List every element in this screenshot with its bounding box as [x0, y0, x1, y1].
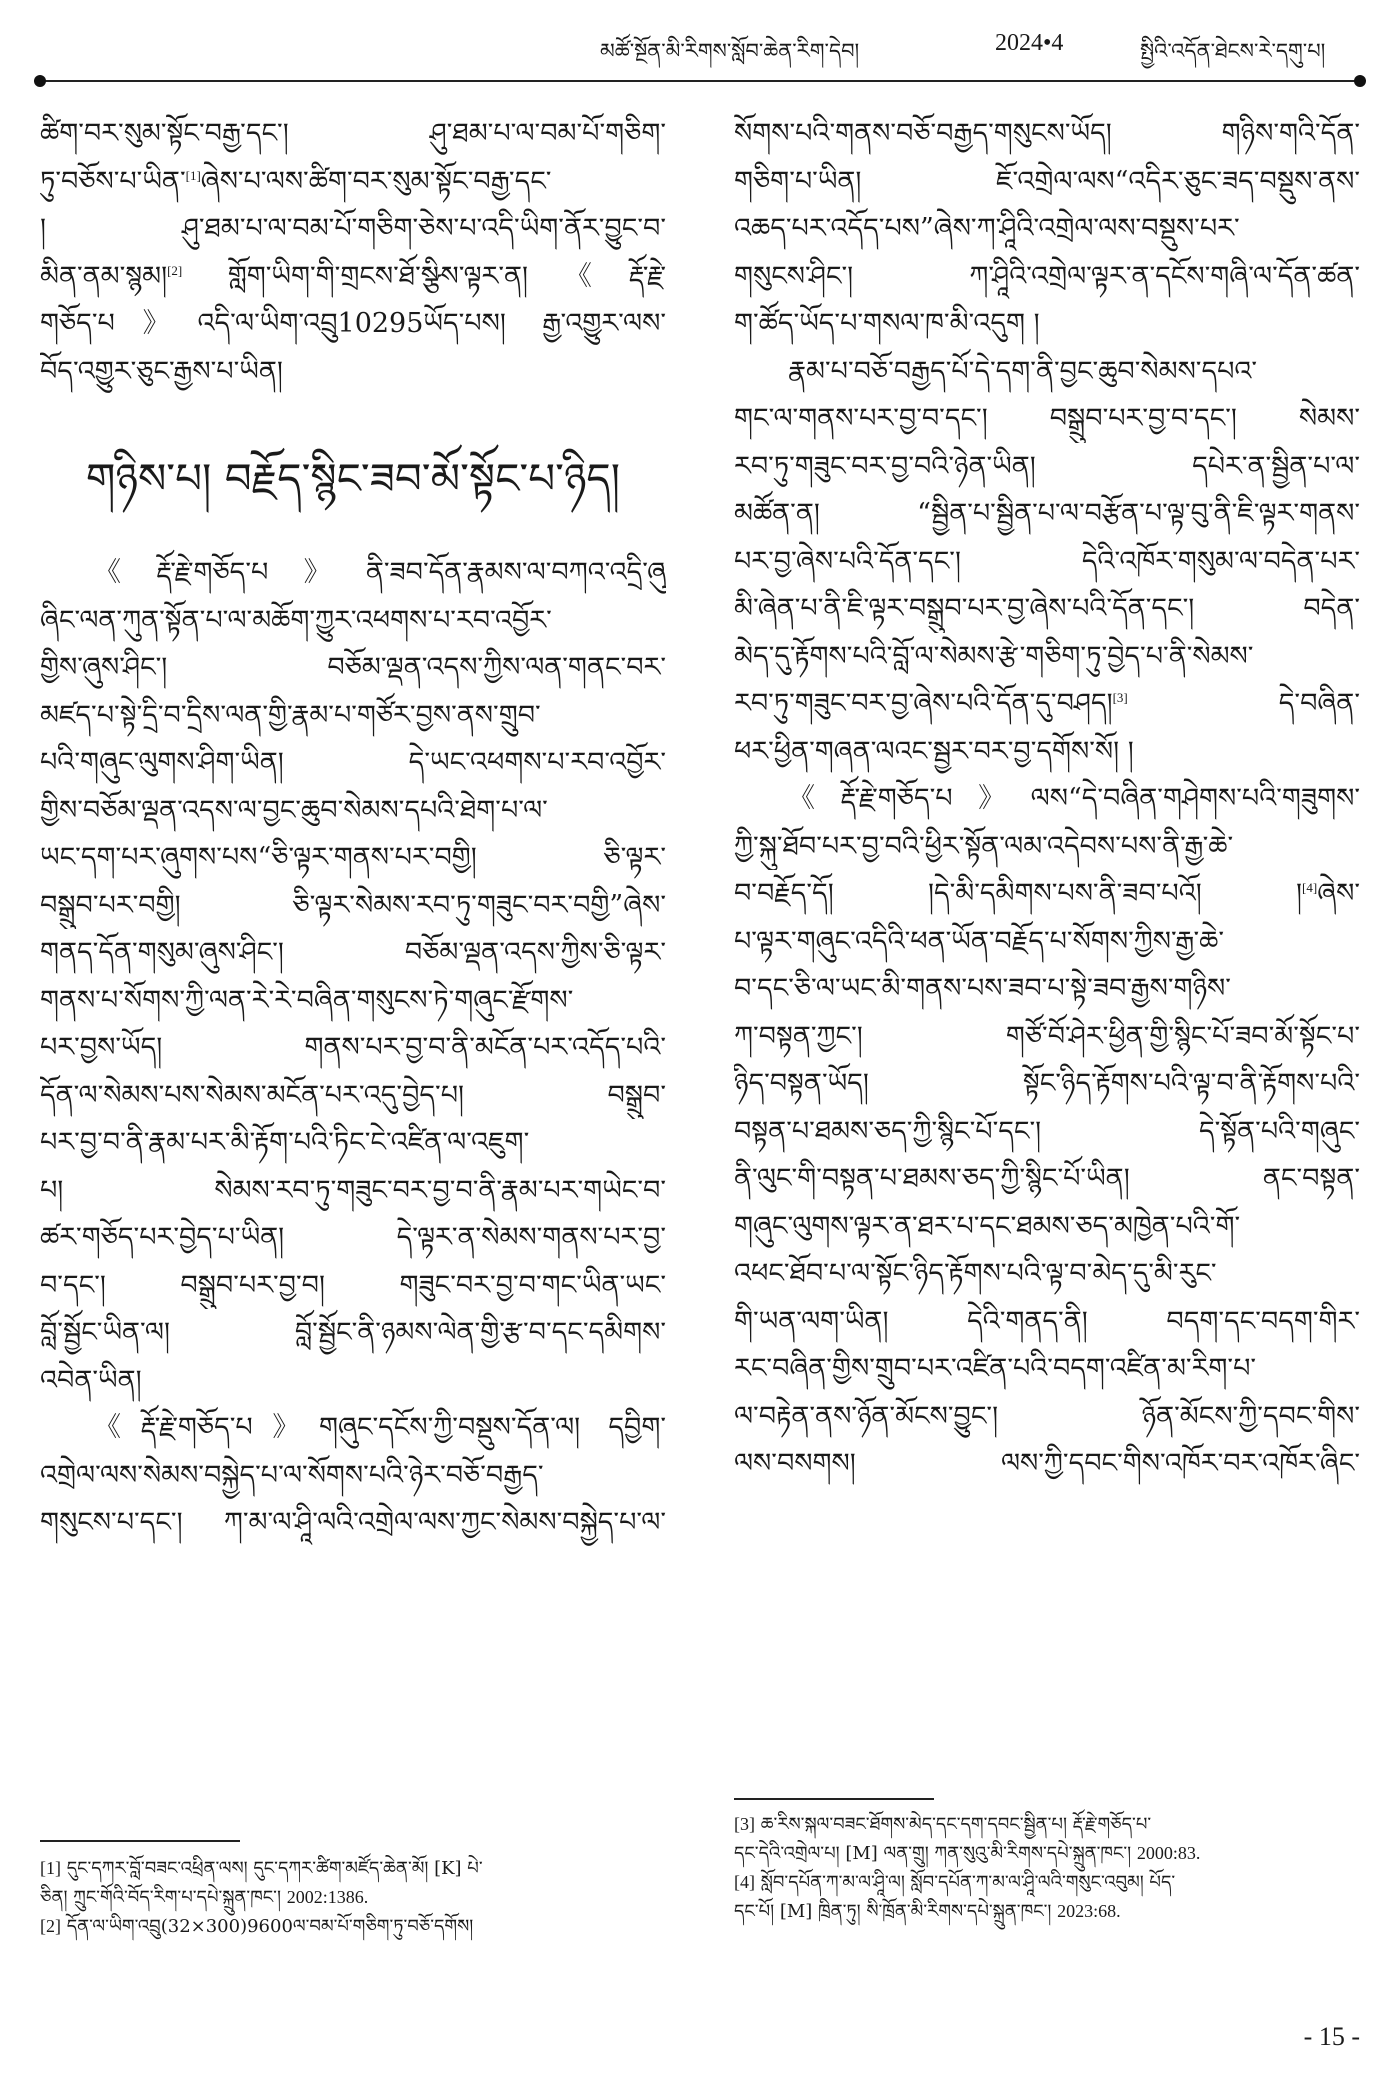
footnote-year-page: 2000:83. [1136, 1843, 1201, 1863]
footnote-number: [4] [734, 1872, 755, 1892]
paragraph [40, 549, 666, 1404]
footnote-number: [2] [40, 1916, 61, 1936]
footnote-text: དོན་ལ་ཡིག་འབྲུ(32×300)9600ལ་བམ་པོ་གཅིག་ཏུ་བཅོ་དགོས། [61, 1916, 474, 1937]
text-line: མི་ཞེན་པ་ནི་ཇི་ལྟར་བསྒྲུབ་པར་བྱ་ཞེས་པའི་དོན་དང་། བདེན་ [734, 593, 1360, 624]
serial-issue: སྤྱིའི་འདོན་ཐེངས་རེ་དགུ་པ། [1140, 39, 1326, 63]
footnote-rule [734, 1798, 934, 1800]
text-line: གཅིག་པ་ཡིན། ཇོ་འགྲེལ་ལས“འདིར་ཅུང་ཟད་བསྡུས་ནས་ [734, 165, 1360, 197]
text-line: བོད་འགྱུར་ཅུང་རྒྱས་པ་ཡིན། [40, 355, 283, 387]
text-line: ། ཤུ་ཐམ་པ་ལ་བམ་པོ་གཅིག་ཅེས་པ་འདི་ཡིག་ནོར་བྱུང་བ་ [40, 213, 666, 244]
text-line: མེད་དུ་རྟོགས་པའི་བློ་ལ་སེམས་རྩེ་གཅིག་ཏུ་བྱེད་པ་ནི་སེམས་ [734, 640, 1254, 672]
footnote-line [734, 1868, 1360, 1897]
journal-title: མཚོ་སྔོན་མི་རིགས་སློབ་ཆེན་རིག་དེབ། [600, 39, 860, 63]
running-header [40, 22, 1360, 82]
footnote-text: ཅིན། ཀྲུང་གོའི་བོད་རིག་པ་དཔེ་སྐྲུན་ཁང་། [40, 1887, 287, 1908]
text-line: གྱིས་བཅོམ་ལྡན་འདས་ལ་བྱང་ཆུབ་སེམས་དཔའི་ཐེག་པ་ལ་ [40, 794, 548, 826]
header-rule-dot-right [1354, 75, 1366, 87]
text-line: ཚིག་བར་སུམ་སྟོང་བརྒྱ་དང་། ཤུ་ཐམ་པ་ལ་བམ་པོ་གཅིག་ [40, 118, 666, 149]
text-line: བ་བརྗོད་དོ། །དེ་མི་དམིགས་པས་ནི་ཟབ་པའོ། །[4]ཞེས་ [734, 878, 1360, 909]
text-line: བློ་སྦྱོང་ཡིན་ལ། བློ་སྦྱོང་ནི་ཉམས་ལེན་གྱི་རྩ་བ་དང་དམིགས་ [40, 1317, 666, 1348]
footnote-line [734, 1897, 1360, 1926]
footnote-ref: [1] [185, 167, 201, 183]
footnote-text: དུང་དཀར་བློ་བཟང་འཕྲིན་ལས། དུང་དཀར་ཚིག་མཛོད་ཆེན་མོ། [K] པེ་ [61, 1858, 483, 1879]
footnote-line [734, 1839, 1360, 1868]
text-line: ལ་བརྟེན་ནས་ཉོན་མོངས་བྱུང་། ཉོན་མོངས་ཀྱི་དབང་གིས་ [734, 1400, 1360, 1432]
text-line: ཉིད་བསྟན་ཡོད། སྟོང་ཉིད་རྟོགས་པའི་ལྟ་བ་ནི་རྟོགས་པའི་ [734, 1068, 1360, 1099]
footnote-line [40, 1854, 660, 1883]
text-line: ག་ཚོད་ཡོད་པ་གསལ་ཁ་མི་འདུག ། [734, 308, 1040, 339]
paragraph [734, 110, 1360, 348]
text-line: པ་ལྟར་གཞུང་འདིའི་ཕན་ཡོན་བརྗོད་པ་སོགས་ཀྱིས་རྒྱ་ཆེ་ [734, 925, 1225, 957]
text-line: ཡང་དག་པར་ཞུགས་པས“ཅི་ལྟར་གནས་པར་བགྱི། ཅི་ལྟར་ [40, 842, 666, 873]
footnote-ref: [2] [167, 262, 183, 278]
text-line: ཀྱི་སྐུ་ཐོབ་པར་བྱ་བའི་ཕྱིར་སྟོན་ལམ་འདེབས་པས་ནི་རྒྱ་ཆེ་ [734, 830, 1234, 862]
footnote-rule [40, 1840, 240, 1842]
footnote-line [40, 1912, 660, 1941]
footnote-ref: [4] [1302, 880, 1318, 895]
text-line: བསྒྲུབ་པར་བགྱི། ཅི་ལྟར་སེམས་རབ་ཏུ་གཟུང་བར་བགྱི”ཞེས་ [40, 889, 666, 921]
text-line: བསྟན་པ་ཐམས་ཅད་ཀྱི་སྙིང་པོ་དང་། དེ་སྟོན་པའི་གཞུང་ [734, 1115, 1360, 1147]
footnote-year-page: 2002:1386. [286, 1887, 369, 1907]
text-line: ཀ་བསྟན་ཀྱང་། གཙོ་བོ་ཤེར་ཕྱིན་གྱི་སྙིང་པོ་ཟབ་མོ་སྟོང་པ་ [734, 1020, 1360, 1052]
text-line: པར་བྱས་ཡོད། གནས་པར་བྱ་བ་ནི་མངོན་པར་འདོད་པའི་ [40, 1032, 666, 1063]
left-column [40, 110, 666, 1547]
text-line: ཏུ་བཅོས་པ་ཡིན་[1]ཞེས་པ་ལས་ཚིག་བར་སུམ་སྟོང་བརྒྱ་དང་ [40, 165, 552, 197]
footnote-line [40, 1883, 660, 1912]
text-line: ནི་ལུང་གི་བསྟན་པ་ཐམས་ཅད་ཀྱི་སྙིང་པོ་ཡིན། ནང་བསྟན་ [734, 1163, 1360, 1194]
text-line: གི་ཡན་ལག་ཡིན། དེའི་གནད་ནི། བདག་དང་བདག་གིར་ [734, 1305, 1360, 1337]
text-line: རྣམ་པ་བཅོ་བརྒྱད་པོ་དེ་དག་ནི་བྱང་ཆུབ་སེམས་དཔའ་ [788, 355, 1258, 387]
text-line: པར་བྱ་བ་ནི་རྣམ་པར་མི་རྟོག་པའི་ཏིང་ངེ་འཛིན་ལ་འཇུག་ [40, 1127, 530, 1158]
text-line: བ་དང་ཅི་ལ་ཡང་མི་གནས་པས་ཟབ་པ་སྟེ་ཟབ་རྒྱས་གཉིས་ [734, 973, 1231, 1004]
header-rule-dot-left [34, 75, 46, 87]
text-line: ཚར་གཅོད་པར་བྱེད་པ་ཡིན། དེ་ལྟར་ན་སེམས་གནས་པར་བྱ་ [40, 1222, 666, 1253]
text-line: འཆད་པར་འདོད་པས”ཞེས་ཀ་ཤཱིའི་འགྲེལ་ལས་བསྡུས་པར་ [734, 213, 1240, 244]
text-line: འཕང་ཐོབ་པ་ལ་སྟོང་ཉིད་རྟོགས་པའི་ལྟ་བ་མེད་དུ་མི་རུང་ [734, 1258, 1217, 1289]
text-line: མིན་ནམ་སྙམ།[2] གློག་ཡིག་གི་གྲངས་ཐོ་སྩིས་ལྟར་ན།《རྡོ་རྗེ་ [40, 260, 666, 292]
footnote-number: [3] [734, 1814, 755, 1834]
text-line: གསུངས་པ་དང་། ཀ་མ་ལ་ཤཱི་ལའི་འགྲེལ་ལས་ཀྱང་སེམས་བསྐྱེད་པ་ལ་ [40, 1507, 666, 1538]
text-line: པ། སེམས་རབ་ཏུ་གཟུང་བར་བྱ་བ་ནི་རྣམ་པར་གཡེང་བ་ [40, 1174, 666, 1206]
footnote-text: དང་དེའི་འགྲེལ་པ། [M] ལན་གྲུ། ཀན་སུའུ་མི་རིགས་དཔེ་སྐྲུན་ཁང་། [734, 1843, 1137, 1864]
issue-number: 2024•4 [995, 30, 1064, 56]
text-line: 《རྡོ་རྗེ་གཅོད་པ》ལས“དེ་བཞིན་གཤེགས་པའི་གཟུགས་ [788, 783, 1360, 814]
text-line: བ་དང་། བསྒྲུབ་པར་བྱ་བ། གཟུང་བར་བྱ་བ་གང་ཡིན་ཡང་ [40, 1269, 666, 1301]
text-line: ཕར་ཕྱིན་གཞན་ལའང་སྦྱར་བར་བྱ་དགོས་སོ། ། [734, 735, 1134, 767]
text-line: གསུངས་ཤིང་། ཀ་ཤཱིའི་འགྲེལ་ལྟར་ན་དངོས་གཞི་ལ་དོན་ཚན་ [734, 260, 1360, 292]
text-line: མཚོན་ན། “སྦྱིན་པ་སྦྱིན་པ་ལ་བརྩོན་པ་ལྟ་བུ་ནི་ཇི་ལྟར་གནས་ [734, 498, 1360, 529]
text-line: མཛད་པ་སྟེ་དྲི་བ་དྲིས་ལན་གྱི་རྣམ་པ་གཙོར་བྱས་ནས་གྲུབ་ [40, 699, 541, 731]
text-line: གང་ལ་གནས་པར་བྱ་བ་དང་། བསྒྲུབ་པར་བྱ་བ་དང་། སེམས་ [734, 403, 1360, 434]
text-line: གནས་པ་སོགས་ཀྱི་ལན་རེ་རེ་བཞིན་གསུངས་ཏེ་གཞུང་རྫོགས་ [40, 984, 574, 1016]
footnote-year-page: 2023:68. [1057, 1901, 1121, 1921]
text-line: རབ་ཏུ་གཟུང་བར་བྱ་ཞེས་པའི་དོན་དུ་བཤད།[3] དེ་བཞིན་ [734, 688, 1360, 719]
right-column [734, 110, 1360, 1488]
text-line: འབེན་ཡིན། [40, 1364, 142, 1396]
text-line: གནད་དོན་གསུམ་ཞུས་ཤིང་། བཅོམ་ལྡན་འདས་ཀྱིས་ཅི་ལྟར་ [40, 937, 666, 968]
text-line: དོན་ལ་སེམས་པས་སེམས་མངོན་པར་འདུ་བྱེད་པ། བསྒྲུབ་ [40, 1079, 666, 1111]
text-line: གྱིས་ཞུས་ཤིང་། བཅོམ་ལྡན་འདས་ཀྱིས་ལན་གནང་བར་ [40, 652, 666, 683]
text-line: འགྲེལ་ལས་སེམས་བསྐྱེད་པ་ལ་སོགས་པའི་ཉེར་བཅོ་བརྒྱད་ [40, 1459, 544, 1491]
footnote-text: སློབ་དཔོན་ཀ་མ་ལ་ཤཱི་ལ། སློབ་དཔོན་ཀ་མ་ལ་ཤཱི་ལའི་གསུང་འབུམ། པོད་ [755, 1872, 1176, 1893]
text-line: གཅོད་པ》འདི་ལ་ཡིག་འབྲུ10295ཡོད་པས། རྒྱ་འགྱུར་ལས་ [40, 308, 666, 339]
footnote-ref: [3] [1112, 690, 1128, 705]
text-line: 《རྡོ་རྗེ་གཅོད་པ》ནི་ཟབ་དོན་རྣམས་ལ་བཀའ་འདྲི་ཞུ [94, 557, 666, 588]
footnotes-left [40, 1854, 660, 1941]
section-heading: གཉིས་པ། བརྗོད་སྙིང་ཟབ་མོ་སྟོང་པ་ཉིད། [85, 454, 621, 503]
text-line: པའི་གཞུང་ལུགས་ཤིག་ཡིན། དེ་ཡང་འཕགས་པ་རབ་འབྱོར་ [40, 747, 666, 778]
text-line: 《རྡོ་རྗེ་གཅོད་པ》གཞུང་དངོས་ཀྱི་བསྡུས་དོན་ལ། དབྱིག་ [94, 1412, 666, 1443]
page-number: - 15 - [1303, 2022, 1360, 2051]
paragraph [734, 348, 1360, 776]
paragraph [734, 775, 1360, 1488]
footnote-number: [1] [40, 1858, 61, 1878]
footnote-line [734, 1810, 1360, 1839]
text-line: རབ་ཏུ་གཟུང་བར་བྱ་བའི་ཉེན་ཡིན། དཔེར་ན་སྦྱིན་པ་ལ་ [734, 450, 1360, 482]
text-line: ཞིང་ལན་ཀུན་སྟོན་པ་ལ་མཆོག་ཀྱུར་འཕགས་པ་རབ་འབྱོར་ [40, 604, 552, 636]
text-line: གཞུང་ལུགས་ལྟར་ན་ཐར་པ་དང་ཐམས་ཅད་མཁྱེན་པའི་གོ་ [734, 1210, 1241, 1242]
text-line: རང་བཞིན་གྱིས་གྲུབ་པར་འཛིན་པའི་བདག་འཛིན་མ་རིག་པ་ [734, 1353, 1257, 1384]
footnote-text: ཆ་རིས་སྐལ་བཟང་ཐོགས་མེད་དང་དག་དབང་སྦྱིན་པ། རྡོ་རྗེ་གཅོད་པ་ [755, 1814, 1152, 1835]
text-line: པར་བྱ་ཞེས་པའི་དོན་དང་། དེའི་འཁོར་གསུམ་ལ་བདེན་པར་ [734, 545, 1360, 577]
footnote-text: དང་པོ། [M] ཁྲིན་ཏུ། སི་ཁྲོན་མི་རིགས་དཔེ་སྐྲུན་ཁང་། [734, 1901, 1058, 1922]
paragraph [40, 1404, 666, 1547]
text-line: ལས་བསགས། ལས་ཀྱི་དབང་གིས་འཁོར་བར་འཁོར་ཞིང་ [734, 1448, 1360, 1479]
text-line: སོགས་པའི་གནས་བཅོ་བརྒྱད་གསུངས་ཡོད། གཉིས་གའི་དོན་ [734, 118, 1360, 149]
header-rule [40, 80, 1360, 82]
footnotes-right [734, 1810, 1360, 1926]
